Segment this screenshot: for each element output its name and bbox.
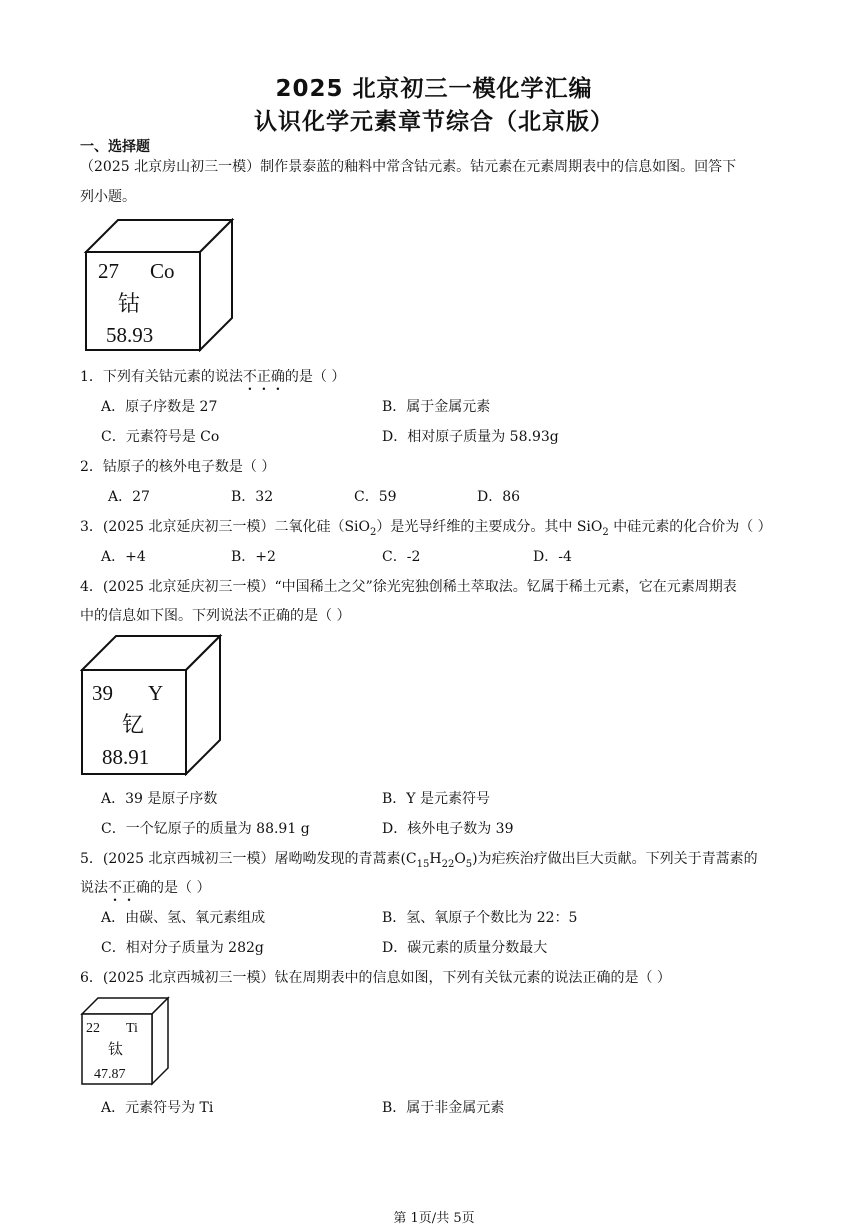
q3-option-b[interactable]: B．+2 (231, 549, 276, 565)
subscript: 2 (370, 526, 377, 538)
q3-option-c[interactable]: C．-2 (382, 549, 421, 565)
subscript: 15 (416, 858, 430, 870)
question-5-text: H (429, 851, 442, 867)
document-subtitle: 认识化学元素章节综合（北京版） (254, 109, 614, 135)
element-name: 钴 (118, 291, 141, 316)
element-name: 钇 (122, 712, 145, 737)
question-3-stem (80, 516, 772, 538)
atomic-number: 22 (86, 1021, 100, 1036)
subscript: 5 (465, 858, 473, 870)
q5-option-a[interactable]: A．由碳、氢、氧元素组成 (101, 910, 266, 926)
question-3-text: ）是光导纤维的主要成分。其中 SiO (376, 519, 603, 535)
element-name: 钛 (108, 1042, 124, 1058)
element-symbol: Y (148, 681, 164, 705)
q3-option-a[interactable]: A．+4 (101, 549, 146, 565)
intro-line-2: 列小题。 (80, 189, 136, 205)
atomic-mass: 58.93 (106, 323, 154, 347)
question-5-text: 说法 (80, 880, 108, 896)
q2-option-d[interactable]: D．86 (477, 489, 521, 505)
question-5-text: O (454, 851, 466, 867)
subscript: 22 (441, 858, 455, 870)
question-5-text: 确的是（ ） (136, 880, 211, 896)
q2-option-a[interactable]: A．27 (108, 489, 150, 505)
section-heading: 一、选择题 (80, 139, 150, 155)
question-4-stem-line-1: 4．(2025 北京延庆初三一模）“中国稀土之父”徐光宪独创稀土萃取法。钇属于稀土元素，它在元素周期表 (80, 579, 737, 595)
atomic-number: 27 (98, 259, 119, 283)
question-1-stem (80, 366, 345, 386)
question-5-stem-line-1 (80, 848, 758, 870)
question-1-text: 的是（ ） (284, 369, 346, 385)
document-title: 2025 北京初三一模化学汇编 (275, 76, 593, 102)
q6-option-b[interactable]: B．属于非金属元素 (382, 1100, 505, 1116)
q4-option-c[interactable]: C．一个钇原子的质量为 88.91 g (101, 821, 310, 837)
q4-option-a[interactable]: A．39 是原子序数 (101, 791, 218, 807)
question-5-text: 5．(2025 北京西城初三一模）屠呦呦发现的青蒿素(C (80, 851, 417, 867)
emphasis-char: 正 (122, 880, 136, 896)
q6-option-a[interactable]: A．元素符号为 Ti (101, 1100, 214, 1116)
element-symbol: Co (150, 259, 175, 283)
element-card-yttrium (80, 634, 224, 776)
atomic-mass: 88.91 (102, 745, 150, 769)
question-3-text: 中硅元素的化合价为（ ） (608, 519, 772, 535)
element-card-titanium (80, 996, 172, 1086)
emphasis-char: 不 (108, 880, 122, 896)
element-card-cobalt (84, 218, 236, 352)
emphasis-char: 不 (242, 369, 257, 385)
intro-line-1: （2025 北京房山初三一模）制作景泰蓝的釉料中常含钴元素。钴元素在元素周期表中的信息如图。回答下 (80, 159, 737, 175)
question-6-stem: 6．(2025 北京西城初三一模）钛在周期表中的信息如图，下列有关钛元素的说法正确的是（ ） (80, 970, 671, 986)
q1-option-b[interactable]: B．属于金属元素 (382, 399, 491, 415)
question-5-stem-line-2 (80, 877, 210, 897)
page-number: 第 1页/共 5页 (393, 1211, 475, 1226)
question-4-stem-line-2: 中的信息如下图。下列说法不正确的是（ ） (80, 608, 351, 624)
question-2-stem: 2．钴原子的核外电子数是（ ） (80, 459, 276, 475)
atomic-mass: 47.87 (94, 1067, 126, 1082)
q1-option-d[interactable]: D．相对原子质量为 58.93g (382, 429, 559, 445)
q1-option-a[interactable]: A．原子序数是 27 (101, 399, 218, 415)
emphasis-char: 确 (270, 369, 285, 385)
q5-option-c[interactable]: C．相对分子质量为 282g (101, 940, 264, 956)
q5-option-b[interactable]: B．氢、氧原子个数比为 22：5 (382, 910, 578, 926)
q2-option-b[interactable]: B．32 (231, 489, 274, 505)
question-5-text: )为疟疾治疗做出巨大贡献。下列关于青蒿素的 (472, 851, 758, 867)
subscript: 2 (602, 526, 609, 538)
q4-option-b[interactable]: B．Y 是元素符号 (382, 791, 490, 807)
question-1-text: 1．下列有关钴元素的说法 (80, 369, 243, 385)
q3-option-d[interactable]: D．-4 (533, 549, 572, 565)
atomic-number: 39 (92, 681, 113, 705)
q4-option-d[interactable]: D．核外电子数为 39 (382, 821, 514, 837)
q5-option-d[interactable]: D．碳元素的质量分数最大 (382, 940, 548, 956)
question-3-text: 3．(2025 北京延庆初三一模）二氧化硅（SiO (80, 519, 370, 535)
q1-option-c[interactable]: C．元素符号是 Co (101, 429, 220, 445)
emphasis-char: 正 (256, 369, 271, 385)
q2-option-c[interactable]: C．59 (354, 489, 397, 505)
element-symbol: Ti (126, 1021, 138, 1036)
